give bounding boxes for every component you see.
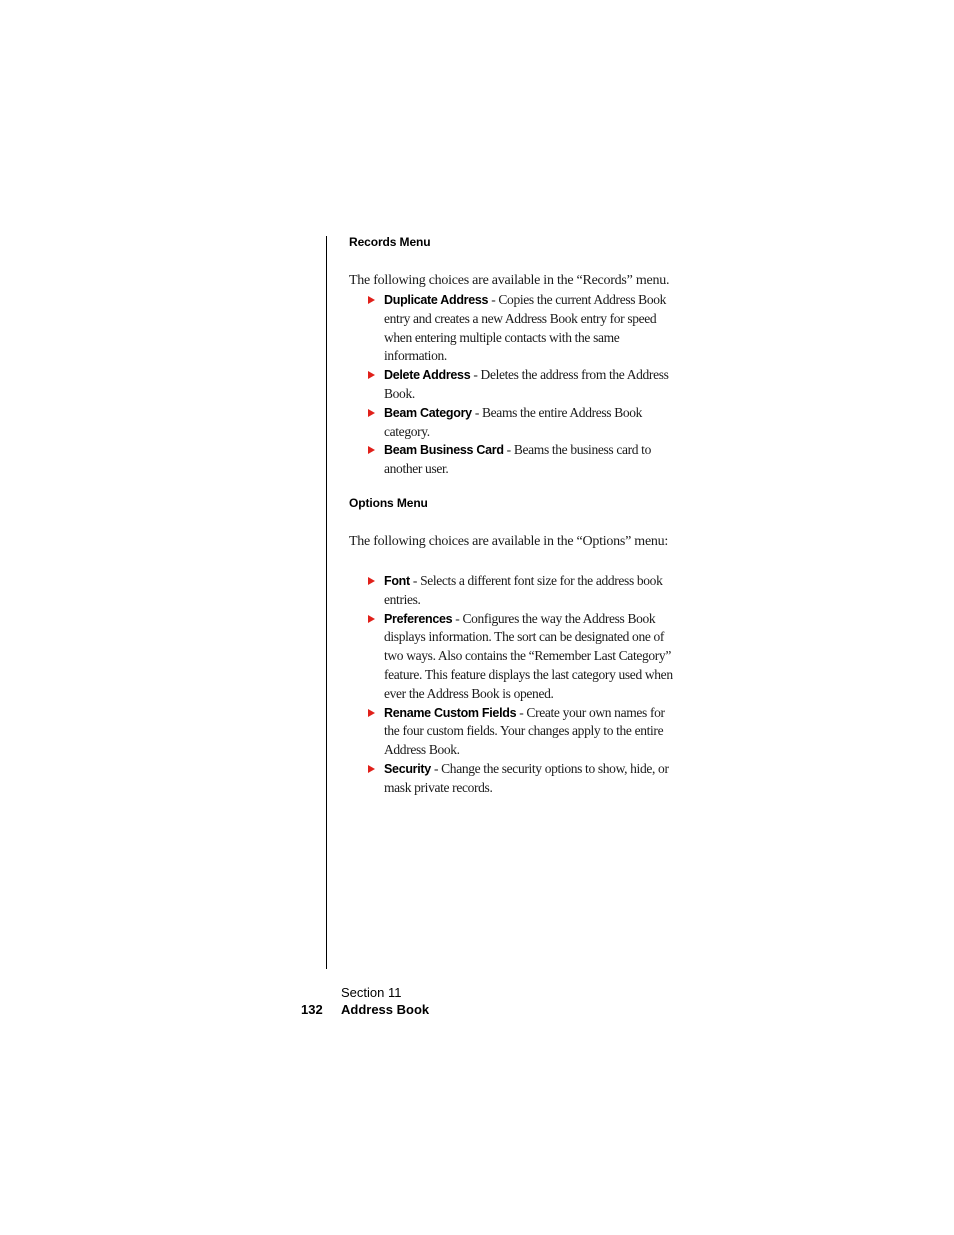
item-term: Security <box>384 761 431 776</box>
item-description: - Copies the current Address Book entry and creates a new Address Book entry for speed when entering multiple contacts with the same information. <box>384 292 667 364</box>
list-item <box>384 291 679 366</box>
options-list <box>349 572 679 798</box>
options-heading: Options Menu <box>349 495 428 510</box>
footer-title: Address Book <box>341 1002 430 1017</box>
bullet-arrow-icon <box>368 615 375 623</box>
item-description: - Beams the entire Address Book category. <box>384 404 643 439</box>
item-term: Preferences <box>384 611 453 626</box>
bullet-arrow-icon <box>368 446 375 454</box>
bullet-arrow-icon <box>368 709 375 717</box>
item-term: Beam Category <box>384 405 472 420</box>
item-description: - Selects a different font size for the address book entries. <box>384 572 663 607</box>
item-term: Rename Custom Fields <box>384 705 517 720</box>
margin-rule <box>326 236 327 969</box>
bullet-arrow-icon <box>368 765 375 773</box>
page-content <box>349 233 679 798</box>
options-intro: The following choices are available in the “Options” menu: <box>349 533 669 549</box>
records-intro: The following choices are available in the “Records” menu. <box>349 273 670 288</box>
page-number: 132 <box>301 1002 323 1017</box>
records-list <box>349 291 679 479</box>
list-item <box>384 441 679 479</box>
list-item <box>384 760 679 798</box>
item-term: Beam Business Card <box>384 443 504 458</box>
bullet-arrow-icon <box>368 296 375 304</box>
bullet-arrow-icon <box>368 371 375 379</box>
options-section <box>349 494 679 798</box>
bullet-arrow-icon <box>368 409 375 417</box>
list-item <box>384 366 679 404</box>
item-description: - Create your own names for the four custom fields. Your changes apply to the entire Address Book. <box>384 704 665 758</box>
list-item <box>384 572 679 610</box>
item-description: - Change the security options to show, hide, or mask private records. <box>384 760 669 795</box>
item-description: - Beams the business card to another user. <box>384 442 651 477</box>
list-item <box>384 404 679 442</box>
item-term: Duplicate Address <box>384 293 489 307</box>
list-item <box>384 704 679 760</box>
list-item <box>384 610 679 704</box>
item-description: - Configures the way the Address Book displays information. The sort can be designated one of two ways. Also contains the “Remember Last Category” feature. This feature displays the last category used when ever the Address Book is opened. <box>384 610 673 701</box>
item-description: - Deletes the address from the Address Book. <box>384 367 669 401</box>
bullet-arrow-icon <box>368 577 375 585</box>
records-heading: Records Menu <box>349 235 431 249</box>
item-term: Delete Address <box>384 368 471 383</box>
item-term: Font <box>384 573 410 588</box>
records-section <box>349 233 679 479</box>
footer-section: Section 11 <box>341 985 402 1000</box>
